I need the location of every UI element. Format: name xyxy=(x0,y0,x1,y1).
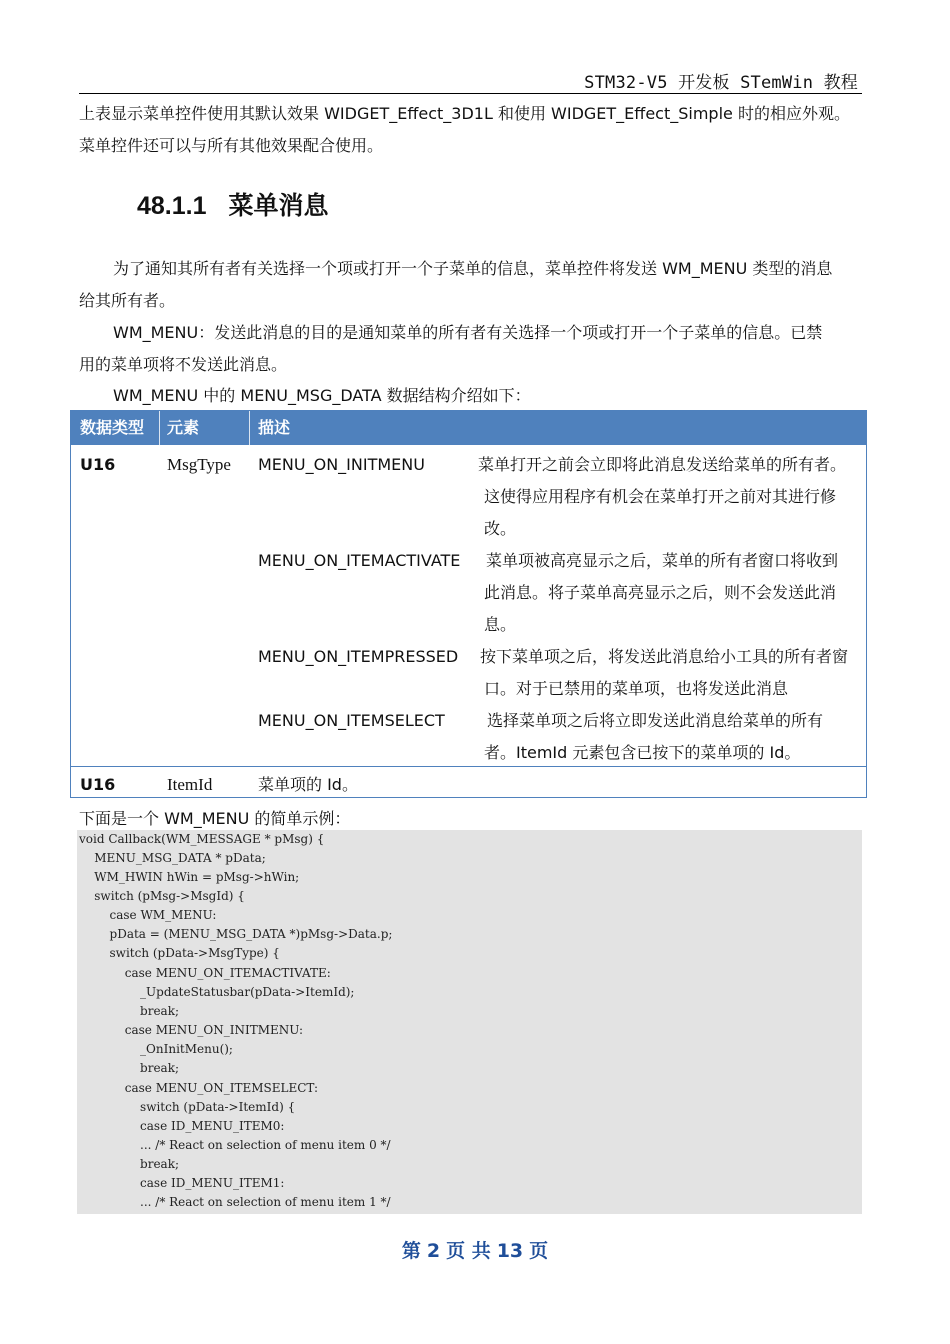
row1-type: U16 xyxy=(80,455,116,474)
item-desc-itemactivate xyxy=(484,545,862,641)
code-line: ... /* React on selection of menu item 0 */ xyxy=(79,1138,391,1152)
code-line: case ID_MENU_ITEM0: xyxy=(79,1119,285,1133)
item-desc-itemselect xyxy=(484,705,862,769)
body-paragraph-3: WM_MENU 中的 MENU_MSG_DATA 数据结构介绍如下： xyxy=(113,386,531,405)
code-line: case MENU_ON_ITEMSELECT: xyxy=(79,1081,319,1095)
code-line: ... /* React on selection of menu item 1 */ xyxy=(79,1195,391,1209)
item-name-initmenu: MENU_ON_INITMENU xyxy=(258,455,425,474)
footer-middle: 页 共 xyxy=(446,1240,491,1262)
code-line: void Callback(WM_MESSAGE * pMsg) { xyxy=(79,832,325,846)
desc-line: 按下菜单项之后，将发送此消息给小工具的所有者窗 xyxy=(480,647,849,666)
code-line: break; xyxy=(79,1061,180,1075)
code-line: case MENU_ON_INITMENU: xyxy=(79,1023,303,1037)
desc-line: 这使得应用程序有机会在菜单打开之前对其进行修 xyxy=(484,487,837,506)
code-line: case ID_MENU_ITEM1: xyxy=(79,1176,285,1190)
section-title: 菜单消息 xyxy=(228,191,329,220)
item-name-itemselect: MENU_ON_ITEMSELECT xyxy=(258,711,445,730)
code-line: break; xyxy=(79,1004,180,1018)
header-divider xyxy=(249,411,250,445)
code-line: _UpdateStatusbar(pData->ItemId); xyxy=(79,985,355,999)
item-name-itemactivate: MENU_ON_ITEMACTIVATE xyxy=(258,551,461,570)
table-row-separator xyxy=(71,766,866,767)
document-header-title: STM32-V5 开发板 STemWin 教程 xyxy=(584,73,858,93)
code-line: break; xyxy=(79,1157,180,1171)
desc-line: 菜单打开之前会立即将此消息发送给菜单的所有者。 xyxy=(478,455,847,474)
menu-msg-data-table xyxy=(70,410,867,798)
code-line: switch (pData->ItemId) { xyxy=(79,1100,296,1114)
example-intro: 下面是一个 WM_MENU 的简单示例： xyxy=(79,809,351,828)
section-number: 48.1.1 xyxy=(137,192,207,220)
desc-line: 此消息。将子菜单高亮显示之后，则不会发送此消 xyxy=(484,583,837,602)
code-example xyxy=(77,830,862,1214)
code-line: switch (pMsg->MsgId) { xyxy=(79,889,245,903)
header-rule xyxy=(79,93,862,94)
code-line: case MENU_ON_ITEMACTIVATE: xyxy=(79,966,331,980)
row2-description: 菜单项的 Id。 xyxy=(258,775,358,794)
table-header-type: 数据类型 xyxy=(80,418,145,437)
code-line: pData = (MENU_MSG_DATA *)pMsg->Data.p; xyxy=(79,927,393,941)
code-line: switch (pData->MsgType) { xyxy=(79,946,280,960)
footer-suffix: 页 xyxy=(529,1240,549,1262)
body-paragraph-2-line-2: 用的菜单项将不发送此消息。 xyxy=(79,355,288,374)
header-divider xyxy=(159,411,160,445)
desc-line: 改。 xyxy=(484,519,517,538)
desc-line: 口。对于已禁用的菜单项，也将发送此消息 xyxy=(484,679,789,698)
code-line: _OnInitMenu(); xyxy=(79,1042,233,1056)
table-header xyxy=(71,411,866,445)
body-paragraph-2-line-1: WM_MENU：发送此消息的目的是通知菜单的所有者有关选择一个项或打开一个子菜单的信息。已禁 xyxy=(113,323,823,342)
desc-line: 息。 xyxy=(484,615,517,634)
table-header-description: 描述 xyxy=(258,418,291,437)
table-header-element: 元素 xyxy=(167,418,200,437)
code-line: case WM_MENU: xyxy=(79,908,217,922)
item-name-itempressed: MENU_ON_ITEMPRESSED xyxy=(258,647,459,666)
item-desc-itempressed xyxy=(480,641,862,705)
code-line: WM_HWIN hWin = pMsg->hWin; xyxy=(79,870,300,884)
desc-line: 菜单项被高亮显示之后，菜单的所有者窗口将收到 xyxy=(486,551,839,570)
body-paragraph-1-line-2: 给其所有者。 xyxy=(79,291,176,310)
desc-line: 选择菜单项之后将立即发送此消息给菜单的所有 xyxy=(487,711,824,730)
row2-element: ItemId xyxy=(167,775,213,794)
item-desc-initmenu xyxy=(478,449,862,545)
row1-element: MsgType xyxy=(167,455,231,474)
intro-line-1: 上表显示菜单控件使用其默认效果 WIDGET_Effect_3D1L 和使用 WIDGET_Effect_Simple 时的相应外观。 xyxy=(79,104,850,123)
footer-prefix: 第 xyxy=(401,1240,421,1262)
desc-line: 者。ItemId 元素包含已按下的菜单项的 Id。 xyxy=(484,743,801,762)
body-paragraph-1-line-1: 为了通知其所有者有关选择一个项或打开一个子菜单的信息，菜单控件将发送 WM_MENU 类型的消息 xyxy=(113,259,833,278)
footer-page-number: 2 xyxy=(426,1240,441,1262)
footer-total-pages: 13 xyxy=(496,1240,524,1262)
row2-type: U16 xyxy=(80,775,116,794)
intro-line-2: 菜单控件还可以与所有其他效果配合使用。 xyxy=(79,136,384,155)
code-line: MENU_MSG_DATA * pData; xyxy=(79,851,266,865)
page-footer xyxy=(0,1236,950,1263)
section-heading xyxy=(137,186,329,222)
